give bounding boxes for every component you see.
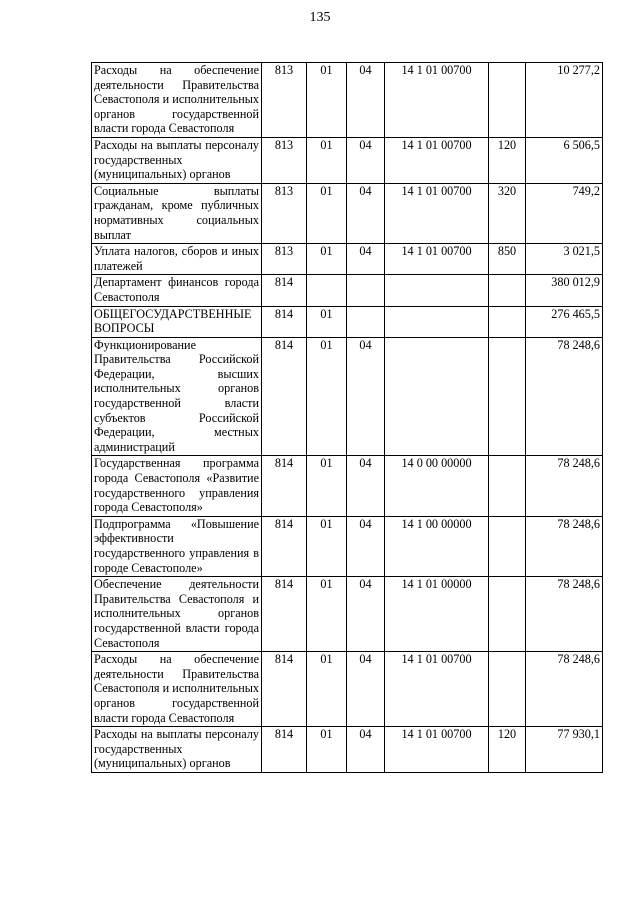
line-item-name: Расходы на обеспечение деятельности Правительства Севастополя и исполнительных органов государственной власти города Севастополя (92, 63, 262, 138)
expense-type-code: 320 (489, 183, 526, 243)
table-row (92, 306, 603, 337)
ministry-code: 813 (262, 63, 307, 138)
section-code: 01 (307, 183, 347, 243)
table-row (92, 516, 603, 576)
line-item-name: Подпрограмма «Повышение эффективности государственного управления в городе Севастополе» (92, 516, 262, 576)
amount: 78 248,6 (526, 337, 603, 456)
expense-type-code (489, 516, 526, 576)
section-code: 01 (307, 577, 347, 652)
subsection-code: 04 (347, 727, 385, 773)
table-row (92, 63, 603, 138)
line-item-name: ОБЩЕГОСУДАРСТВЕННЫЕ ВОПРОСЫ (92, 306, 262, 337)
line-item-name: Расходы на выплаты персоналу государственных (муниципальных) органов (92, 137, 262, 183)
table-row (92, 183, 603, 243)
line-item-name: Государственная программа города Севастополя «Развитие государственного управления города Севастополя» (92, 456, 262, 516)
section-code: 01 (307, 244, 347, 275)
ministry-code: 814 (262, 456, 307, 516)
table-row (92, 456, 603, 516)
target-article-code (385, 337, 489, 456)
amount: 380 012,9 (526, 275, 603, 306)
section-code: 01 (307, 337, 347, 456)
section-code: 01 (307, 456, 347, 516)
subsection-code (347, 275, 385, 306)
budget-table-body (92, 63, 603, 773)
target-article-code: 14 1 01 00700 (385, 137, 489, 183)
amount: 78 248,6 (526, 652, 603, 727)
expense-type-code (489, 306, 526, 337)
line-item-name: Расходы на выплаты персоналу государственных (муниципальных) органов (92, 727, 262, 773)
line-item-name: Обеспечение деятельности Правительства Севастополя и исполнительных органов государственной власти города Севастополя (92, 577, 262, 652)
target-article-code (385, 306, 489, 337)
table-row (92, 275, 603, 306)
expense-type-code: 120 (489, 727, 526, 773)
amount: 3 021,5 (526, 244, 603, 275)
table-row (92, 337, 603, 456)
target-article-code (385, 275, 489, 306)
subsection-code: 04 (347, 183, 385, 243)
expense-type-code (489, 337, 526, 456)
ministry-code: 814 (262, 577, 307, 652)
section-code: 01 (307, 652, 347, 727)
subsection-code: 04 (347, 456, 385, 516)
ministry-code: 813 (262, 137, 307, 183)
table-row (92, 244, 603, 275)
amount: 78 248,6 (526, 516, 603, 576)
expense-type-code: 850 (489, 244, 526, 275)
subsection-code (347, 306, 385, 337)
ministry-code: 813 (262, 244, 307, 275)
table-row (92, 137, 603, 183)
table-row (92, 727, 603, 773)
subsection-code: 04 (347, 63, 385, 138)
amount: 10 277,2 (526, 63, 603, 138)
target-article-code: 14 1 01 00700 (385, 244, 489, 275)
line-item-name: Расходы на обеспечение деятельности Правительства Севастополя и исполнительных органов государственной власти города Севастополя (92, 652, 262, 727)
amount: 78 248,6 (526, 577, 603, 652)
amount: 749,2 (526, 183, 603, 243)
section-code (307, 275, 347, 306)
ministry-code: 814 (262, 652, 307, 727)
section-code: 01 (307, 727, 347, 773)
ministry-code: 814 (262, 275, 307, 306)
expense-type-code (489, 652, 526, 727)
amount: 78 248,6 (526, 456, 603, 516)
amount: 6 506,5 (526, 137, 603, 183)
subsection-code: 04 (347, 137, 385, 183)
budget-table (91, 62, 603, 773)
amount: 276 465,5 (526, 306, 603, 337)
target-article-code: 14 1 01 00700 (385, 183, 489, 243)
ministry-code: 814 (262, 516, 307, 576)
line-item-name: Социальные выплаты гражданам, кроме публичных нормативных социальных выплат (92, 183, 262, 243)
section-code: 01 (307, 516, 347, 576)
table-row (92, 577, 603, 652)
expense-type-code (489, 456, 526, 516)
target-article-code: 14 1 01 00700 (385, 63, 489, 138)
expense-type-code (489, 577, 526, 652)
page-number: 135 (309, 10, 331, 25)
subsection-code: 04 (347, 244, 385, 275)
section-code: 01 (307, 137, 347, 183)
amount: 77 930,1 (526, 727, 603, 773)
line-item-name: Уплата налогов, сборов и иных платежей (92, 244, 262, 275)
ministry-code: 814 (262, 727, 307, 773)
subsection-code: 04 (347, 652, 385, 727)
line-item-name: Функционирование Правительства Российской Федерации, высших исполнительных органов государственной власти субъектов Российской Федерации, местных администраций (92, 337, 262, 456)
target-article-code: 14 1 01 00700 (385, 652, 489, 727)
table-row (92, 652, 603, 727)
target-article-code: 14 1 00 00000 (385, 516, 489, 576)
target-article-code: 14 1 01 00000 (385, 577, 489, 652)
expense-type-code (489, 63, 526, 138)
subsection-code: 04 (347, 337, 385, 456)
target-article-code: 14 1 01 00700 (385, 727, 489, 773)
target-article-code: 14 0 00 00000 (385, 456, 489, 516)
section-code: 01 (307, 306, 347, 337)
line-item-name: Департамент финансов города Севастополя (92, 275, 262, 306)
ministry-code: 813 (262, 183, 307, 243)
subsection-code: 04 (347, 516, 385, 576)
expense-type-code: 120 (489, 137, 526, 183)
expense-type-code (489, 275, 526, 306)
ministry-code: 814 (262, 337, 307, 456)
ministry-code: 814 (262, 306, 307, 337)
section-code: 01 (307, 63, 347, 138)
subsection-code: 04 (347, 577, 385, 652)
